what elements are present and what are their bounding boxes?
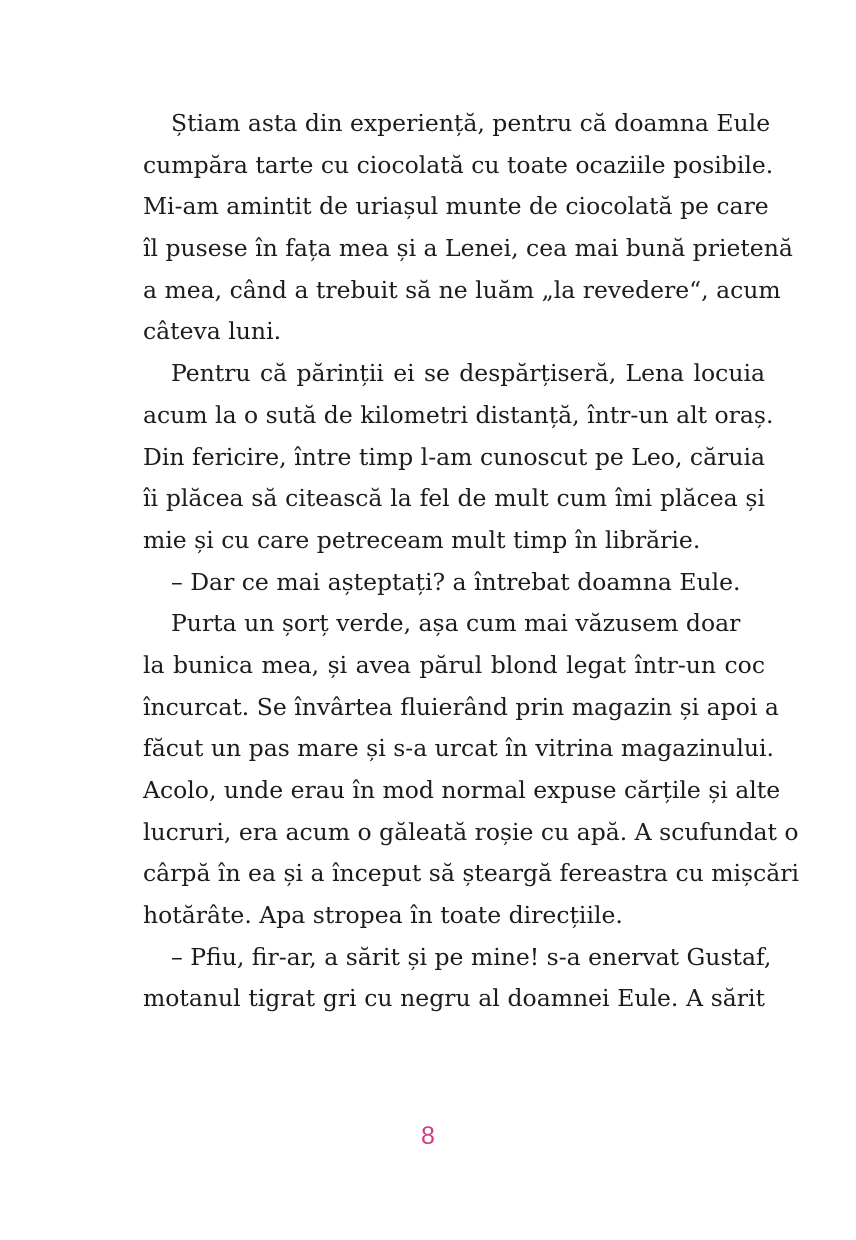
text-line: Acolo, unde erau în mod normal expuse cărțile și alte bbox=[143, 776, 781, 804]
text-line: acum la o sută de kilometri distanță, într-un alt oraș. bbox=[143, 400, 774, 429]
text-line: Știam asta din experiență, pentru că doamna Eule bbox=[171, 109, 771, 137]
text-line: Din fericire, între timp l-am cunoscut pe Leo, căruia bbox=[143, 442, 765, 471]
dialogue-line: – Pfiu, fir-ar, a sărit și pe mine! s-a enervat Gustaf, bbox=[171, 942, 772, 971]
text-line: lucruri, era acum o găleată roșie cu apă. A scufundat o bbox=[143, 817, 799, 846]
dialogue-line: – Dar ce mai așteptați? a întrebat doamna Eule. bbox=[171, 567, 741, 596]
text-line: încurcat. Se învârtea fluierând prin magazin și apoi a bbox=[143, 692, 779, 721]
text-line: a mea, când a trebuit să ne luăm „la revedere“, acum bbox=[143, 275, 781, 304]
text-line: îl pusese în fața mea și a Lenei, cea mai bună prietenă bbox=[143, 234, 793, 263]
body-text bbox=[143, 103, 800, 1020]
text-line: Purta un șorț verde, așa cum mai văzusem doar bbox=[171, 609, 741, 638]
page-number: 8 bbox=[421, 1122, 435, 1150]
text-line: câteva luni. bbox=[143, 317, 282, 346]
text-line: cârpă în ea și a început să șteargă fereastra cu mișcări bbox=[143, 859, 800, 888]
text-line: motanul tigrat gri cu negru al doamnei Eule. A sărit bbox=[143, 984, 765, 1013]
text-line: Mi-am amintit de uriașul munte de ciocolată pe care bbox=[143, 192, 769, 221]
text-line: la bunica mea, și avea părul blond legat într-un coc bbox=[143, 650, 765, 679]
text-line: Pentru că părinții ei se despărțiseră, Lena locuia bbox=[171, 359, 765, 388]
text-line: îi plăcea să citească la fel de mult cum îmi plăcea și bbox=[143, 484, 765, 513]
text-line: cumpăra tarte cu ciocolată cu toate ocaziile posibile. bbox=[143, 150, 774, 179]
text-line: făcut un pas mare și s-a urcat în vitrina magazinului. bbox=[143, 734, 775, 763]
text-line: mie și cu care petreceam mult timp în librărie. bbox=[143, 525, 701, 554]
text-line: hotărâte. Apa stropea în toate direcțiile. bbox=[143, 901, 623, 930]
